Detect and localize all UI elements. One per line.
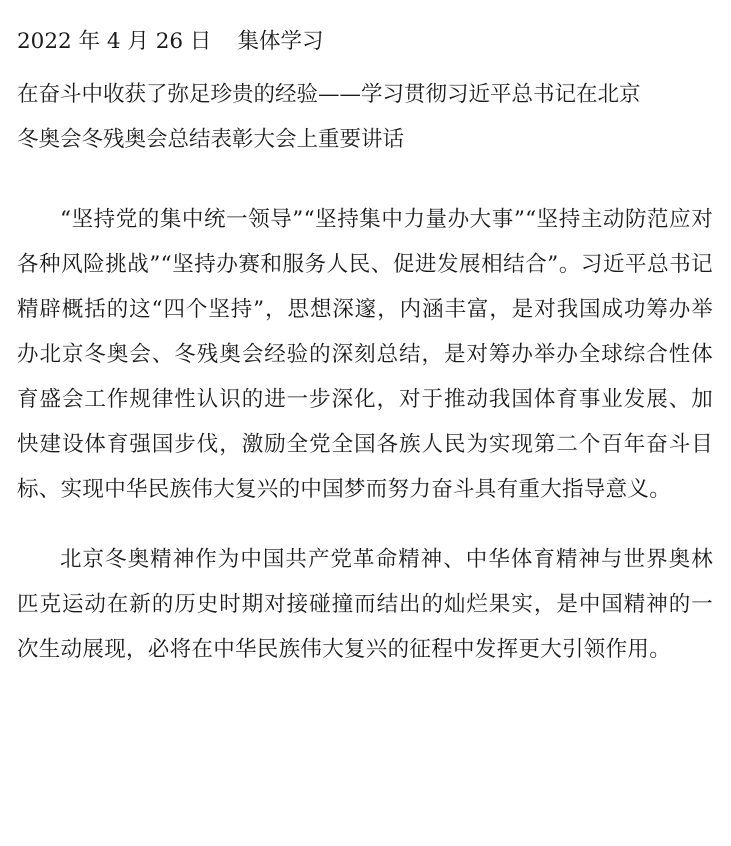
title-line-2: 冬奥会冬残奥会总结表彰大会上重要讲话: [17, 127, 405, 152]
title-line-1: 在奋斗中收获了弥足珍贵的经验——学习贯彻习近平总书记在北京: [17, 82, 641, 107]
publish-date: 2022 年 4 月 26 日: [17, 29, 212, 54]
article-title: [17, 81, 713, 153]
paragraph-2: 北京冬奥精神作为中国共产党革命精神、中华体育精神与世界奥林匹克运动在新的历史时期对接碰撞而结出的灿烂果实，是中国精神的一次生动展现，必将在中华民族伟大复兴的征程中发挥更大引领作用。: [17, 547, 713, 662]
paragraph-1: “坚持党的集中统一领导”“坚持集中力量办大事”“坚持主动防范应对各种风险挑战”“坚持办赛和服务人民、促进发展相结合”。习近平总书记精辟概括的这“四个坚持”，思想深邃，内涵丰富，是对我国成功筹办举办北京冬奥会、冬残奥会经验的深刻总结，是对筹办举办全球综合性体育盛会工作规律性认识的进一步深化，对于推动我国体育事业发展、加快建设体育强国步伐，激励全党全国各族人民为实现第二个百年奋斗目标、实现中华民族伟大复兴的中国梦而努力奋斗具有重大指导意义。: [17, 207, 713, 502]
date-category-line: [17, 28, 713, 55]
category-label: 集体学习: [237, 29, 324, 54]
article-document: [17, 28, 713, 672]
